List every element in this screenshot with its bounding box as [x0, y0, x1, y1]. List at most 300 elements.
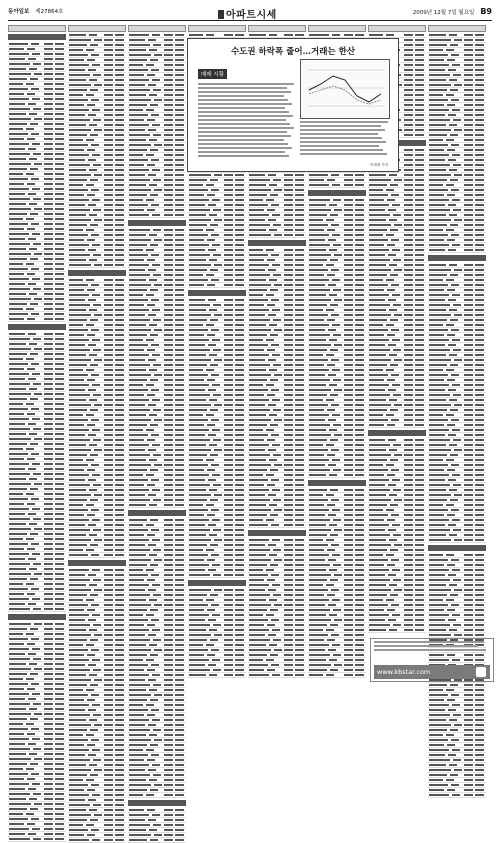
text-line — [235, 364, 244, 366]
text-line — [33, 793, 41, 795]
text-line — [214, 314, 222, 316]
text-line — [475, 109, 484, 111]
text-line — [129, 234, 146, 236]
text-line — [44, 163, 53, 165]
text-line — [9, 728, 28, 730]
text-line — [212, 519, 220, 521]
text-line — [344, 524, 353, 526]
issue-number: 제27864호 — [35, 9, 63, 15]
text-line — [55, 108, 64, 110]
text-line — [235, 429, 244, 431]
text-line — [115, 324, 124, 326]
text-line — [44, 178, 53, 180]
text-line — [212, 384, 220, 386]
text-line — [415, 224, 424, 226]
text-line — [9, 463, 29, 465]
text-line — [27, 368, 35, 370]
text-line — [189, 569, 205, 571]
text-line — [355, 659, 364, 661]
text-line — [344, 264, 353, 266]
text-line — [211, 419, 219, 421]
text-line — [115, 129, 124, 131]
text-line — [175, 419, 184, 421]
text-line — [164, 769, 173, 771]
text-line — [235, 474, 244, 476]
text-line — [148, 494, 156, 496]
text-line — [55, 143, 64, 145]
text-line — [129, 589, 145, 591]
text-line — [55, 483, 64, 485]
text-line — [104, 774, 113, 776]
text-line — [55, 303, 64, 305]
text-line — [404, 474, 413, 476]
text-line — [309, 254, 331, 256]
text-line — [355, 654, 364, 656]
text-line — [9, 493, 23, 495]
text-line — [44, 638, 53, 640]
text-line — [284, 509, 293, 511]
text-line — [415, 69, 424, 71]
text-line — [369, 564, 384, 566]
text-line — [154, 329, 162, 331]
text-line — [86, 779, 94, 781]
text-line — [9, 518, 30, 520]
text-line — [214, 404, 222, 406]
text-line — [69, 484, 90, 486]
text-line — [164, 699, 173, 701]
text-line — [334, 254, 342, 256]
text-line — [9, 308, 23, 310]
text-line — [404, 64, 413, 66]
text-line — [415, 99, 424, 101]
text-line — [369, 614, 389, 616]
text-line — [104, 709, 113, 711]
text-line — [206, 599, 214, 601]
text-line — [332, 509, 340, 511]
text-line — [31, 363, 39, 365]
text-line — [295, 269, 304, 271]
text-line — [388, 209, 396, 211]
text-line — [86, 824, 94, 826]
text-line — [9, 673, 27, 675]
text-line — [175, 664, 184, 666]
text-line — [9, 333, 25, 335]
text-line — [104, 809, 113, 811]
text-line — [69, 394, 90, 396]
text-line — [44, 773, 53, 775]
text-line — [214, 494, 222, 496]
text-line — [164, 544, 173, 546]
text-line — [404, 384, 413, 386]
text-line — [129, 679, 145, 681]
text-line — [44, 63, 53, 65]
text-line — [129, 774, 150, 776]
text-line — [249, 229, 266, 231]
text-line — [209, 399, 217, 401]
text-line — [369, 309, 386, 311]
text-line — [92, 704, 100, 706]
text-line — [369, 544, 391, 546]
text-line — [175, 109, 184, 111]
text-line — [149, 234, 157, 236]
text-line — [369, 334, 384, 336]
region-divider — [128, 510, 186, 516]
text-line — [189, 184, 203, 186]
text-line — [152, 584, 160, 586]
text-line — [235, 394, 244, 396]
text-line — [235, 619, 244, 621]
text-line — [404, 289, 413, 291]
text-line — [475, 94, 484, 96]
text-line — [153, 89, 161, 91]
text-line — [27, 688, 35, 690]
text-line — [175, 239, 184, 241]
text-line — [90, 89, 98, 91]
text-line — [355, 664, 364, 666]
text-line — [295, 604, 304, 606]
text-line — [44, 643, 53, 645]
text-line — [69, 324, 83, 326]
text-line — [104, 509, 113, 511]
text-line — [55, 443, 64, 445]
text-line — [309, 249, 326, 251]
text-line — [332, 369, 340, 371]
text-line — [309, 649, 325, 651]
text-line — [189, 259, 206, 261]
text-line — [295, 594, 304, 596]
text-line — [224, 449, 233, 451]
text-line — [344, 419, 353, 421]
text-line — [249, 619, 268, 621]
text-line — [284, 444, 293, 446]
text-line — [355, 594, 364, 596]
text-line — [415, 499, 424, 501]
text-line — [9, 43, 28, 45]
text-line — [369, 374, 388, 376]
listing-row — [8, 837, 66, 842]
text-line — [55, 393, 64, 395]
text-line — [104, 649, 113, 651]
text-line — [415, 274, 424, 276]
text-line — [9, 343, 26, 345]
text-line — [44, 383, 53, 385]
text-line — [115, 544, 124, 546]
text-line — [268, 219, 276, 221]
text-line — [369, 459, 387, 461]
text-line — [309, 334, 330, 336]
text-line — [129, 374, 151, 376]
text-line — [327, 179, 335, 181]
text-line — [29, 343, 37, 345]
text-line — [28, 698, 36, 700]
text-line — [104, 599, 113, 601]
text-line — [329, 429, 337, 431]
text-line — [148, 449, 156, 451]
text-line — [146, 474, 154, 476]
text-line — [115, 304, 124, 306]
text-line — [87, 744, 95, 746]
text-line — [446, 184, 454, 186]
text-line — [309, 434, 331, 436]
text-line — [55, 498, 64, 500]
text-line — [87, 424, 95, 426]
text-line — [429, 34, 446, 36]
text-line — [224, 539, 233, 541]
text-line — [224, 599, 233, 601]
text-line — [284, 574, 293, 576]
text-line — [164, 399, 173, 401]
text-line — [129, 809, 144, 811]
text-line — [213, 349, 221, 351]
text-line — [309, 674, 323, 676]
text-line — [164, 94, 173, 96]
text-line — [189, 299, 205, 301]
text-line — [104, 749, 113, 751]
text-line — [309, 264, 323, 266]
text-line — [164, 299, 173, 301]
text-line — [129, 424, 147, 426]
text-line — [212, 429, 220, 431]
text-line — [129, 504, 146, 506]
text-line — [355, 509, 364, 511]
text-line — [355, 519, 364, 521]
text-line — [69, 69, 85, 71]
text-line — [104, 469, 113, 471]
text-line — [224, 609, 233, 611]
text-line — [9, 558, 25, 560]
text-line — [104, 624, 113, 626]
text-line — [9, 353, 27, 355]
text-line — [415, 114, 424, 116]
text-line — [175, 164, 184, 166]
text-line — [104, 319, 113, 321]
text-line — [104, 539, 113, 541]
text-line — [355, 179, 364, 181]
text-line — [295, 524, 304, 526]
text-line — [29, 798, 37, 800]
text-line — [129, 144, 151, 146]
text-line — [189, 199, 209, 201]
text-line — [284, 544, 293, 546]
text-line — [89, 124, 97, 126]
text-line — [404, 34, 413, 36]
text-line — [224, 194, 233, 196]
text-line — [94, 264, 102, 266]
text-line — [295, 554, 304, 556]
text-line — [69, 139, 83, 141]
text-line — [146, 704, 154, 706]
text-line — [9, 628, 27, 630]
text-line — [129, 499, 150, 501]
text-line — [93, 254, 101, 256]
text-line — [446, 94, 454, 96]
text-line — [69, 114, 85, 116]
text-line — [272, 309, 280, 311]
text-line — [154, 144, 162, 146]
text-line — [115, 384, 124, 386]
text-line — [404, 559, 413, 561]
text-line — [269, 229, 277, 231]
text-line — [9, 478, 26, 480]
text-line — [331, 224, 339, 226]
text-line — [129, 449, 145, 451]
text-line — [355, 439, 364, 441]
text-line — [475, 169, 484, 171]
text-line — [129, 69, 148, 71]
text-line — [129, 239, 151, 241]
text-line — [415, 384, 424, 386]
text-line — [175, 764, 184, 766]
text-line — [150, 194, 158, 196]
text-line — [464, 79, 473, 81]
text-line — [55, 398, 64, 400]
text-line — [210, 364, 218, 366]
text-line — [88, 434, 96, 436]
text-line — [9, 113, 26, 115]
text-line — [235, 644, 244, 646]
text-line — [151, 204, 159, 206]
text-line — [9, 683, 28, 685]
text-line — [104, 549, 113, 551]
text-line — [32, 463, 40, 465]
text-line — [129, 814, 149, 816]
text-line — [249, 179, 270, 181]
text-line — [55, 338, 64, 340]
text-line — [295, 309, 304, 311]
text-line — [164, 794, 173, 796]
text-line — [249, 674, 269, 676]
text-line — [355, 559, 364, 561]
text-line — [115, 349, 124, 351]
text-line — [146, 64, 154, 66]
text-line — [9, 758, 31, 760]
text-line — [390, 459, 398, 461]
text-line — [224, 499, 233, 501]
text-line — [44, 358, 53, 360]
text-line — [355, 534, 364, 536]
text-line — [355, 514, 364, 516]
text-line — [175, 349, 184, 351]
text-line — [104, 79, 113, 81]
text-line — [334, 619, 342, 621]
text-line — [332, 324, 340, 326]
text-line — [235, 189, 244, 191]
text-line — [115, 839, 124, 841]
text-line — [44, 258, 53, 260]
text-line — [129, 159, 148, 161]
text-line — [209, 674, 217, 676]
text-line — [164, 329, 173, 331]
text-line — [115, 289, 124, 291]
text-line — [164, 174, 173, 176]
text-line — [44, 273, 53, 275]
text-line — [404, 44, 413, 46]
text-line — [475, 49, 484, 51]
text-line — [355, 384, 364, 386]
text-line — [446, 49, 454, 51]
text-line — [270, 289, 278, 291]
text-line — [44, 68, 53, 70]
listing-row — [8, 607, 66, 612]
text-line — [189, 409, 207, 411]
text-line — [453, 74, 461, 76]
text-line — [295, 249, 304, 251]
text-line — [355, 344, 364, 346]
text-line — [404, 79, 413, 81]
text-line — [86, 734, 94, 736]
text-line — [235, 499, 244, 501]
text-line — [9, 58, 25, 60]
text-line — [404, 124, 413, 126]
text-line — [115, 484, 124, 486]
text-line — [284, 309, 293, 311]
text-line — [44, 808, 53, 810]
text-line — [394, 269, 402, 271]
text-line — [309, 519, 330, 521]
text-line — [44, 458, 53, 460]
text-line — [164, 789, 173, 791]
text-line — [146, 199, 154, 201]
text-line — [249, 649, 271, 651]
text-line — [129, 279, 146, 281]
text-line — [189, 444, 206, 446]
text-line — [331, 634, 339, 636]
text-line — [55, 833, 64, 835]
text-line — [235, 314, 244, 316]
text-line — [391, 194, 399, 196]
text-line — [388, 389, 396, 391]
text-line — [175, 174, 184, 176]
text-line — [404, 574, 413, 576]
text-line — [309, 534, 327, 536]
text-line — [309, 619, 331, 621]
text-line — [295, 404, 304, 406]
text-line — [475, 124, 484, 126]
text-line — [44, 493, 53, 495]
text-line — [115, 554, 124, 556]
text-line — [9, 603, 25, 605]
text-line — [55, 708, 64, 710]
text-line — [344, 324, 353, 326]
text-line — [369, 279, 383, 281]
text-line — [235, 404, 244, 406]
text-line — [9, 203, 26, 205]
text-line — [235, 434, 244, 436]
text-line — [415, 349, 424, 351]
text-line — [295, 644, 304, 646]
column-header — [68, 25, 126, 32]
text-line — [271, 574, 279, 576]
text-line — [344, 439, 353, 441]
text-line — [44, 203, 53, 205]
text-line — [33, 473, 41, 475]
text-line — [189, 349, 210, 351]
text-line — [309, 599, 329, 601]
text-line — [235, 344, 244, 346]
text-line — [9, 718, 27, 720]
text-line — [69, 34, 86, 36]
text-line — [9, 553, 29, 555]
text-line — [224, 489, 233, 491]
text-line — [344, 539, 353, 541]
text-line — [115, 109, 124, 111]
text-line — [164, 554, 173, 556]
text-line — [175, 124, 184, 126]
text-line — [369, 444, 390, 446]
text-line — [464, 179, 473, 181]
text-line — [9, 703, 30, 705]
text-line — [393, 534, 401, 536]
